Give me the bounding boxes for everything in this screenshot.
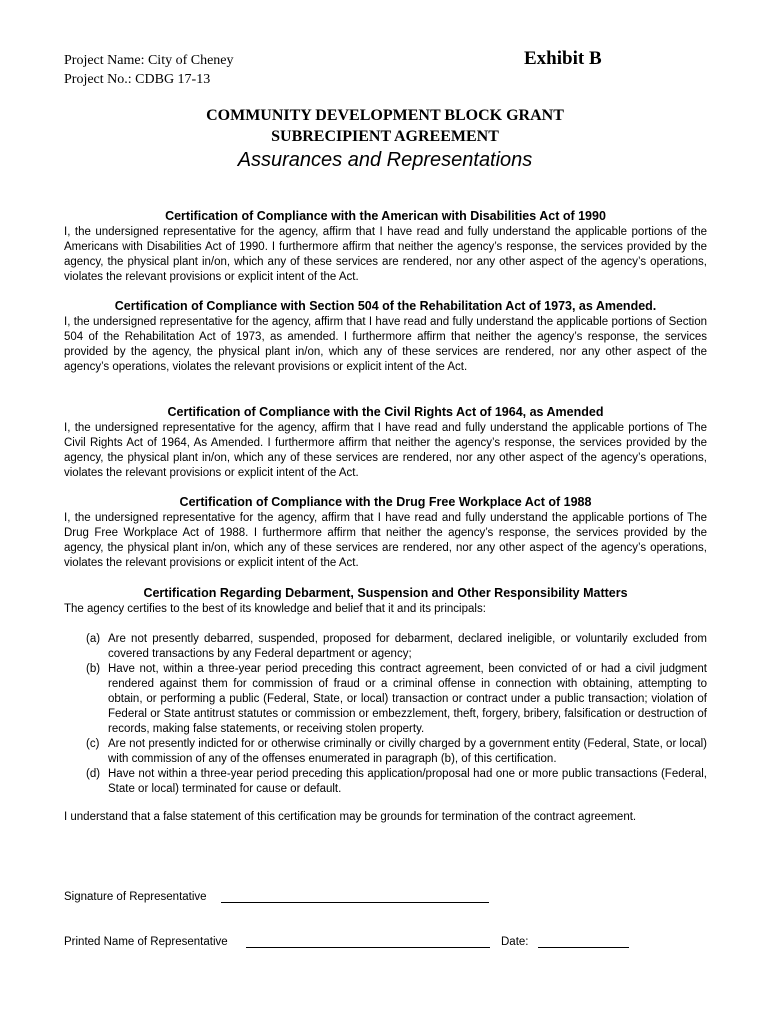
list-item [64, 737, 707, 767]
section-drug-free [64, 495, 707, 571]
list-marker: (c) [86, 738, 100, 750]
list-marker: (d) [86, 768, 101, 780]
exhibit-label: Exhibit B [524, 48, 602, 69]
title-line-2: SUBRECIPIENT AGREEMENT [271, 128, 499, 145]
section-heading: Certification Regarding Debarment, Suspension and Other Responsibility Matters [143, 586, 628, 600]
project-number: Project No.: CDBG 17-13 [64, 72, 211, 87]
section-debarment [64, 586, 707, 617]
section-heading: Certification of Compliance with Section 504 of the Rehabilitation Act of 1973, as Amended. [114, 299, 657, 313]
date-label: Date: [501, 936, 529, 948]
title-subtitle: Assurances and Representations [237, 149, 533, 171]
section-heading: Certification of Compliance with the American with Disabilities Act of 1990 [165, 209, 606, 223]
section-civil-rights [64, 405, 707, 481]
date-field[interactable] [538, 947, 629, 948]
signature-label: Signature of Representative [64, 891, 207, 903]
list-item-text: Are not presently indicted for or otherwise criminally or civilly charged by a government entity (Federal, State, or local) with commission of any of the offenses enumerated in paragraph (b), of this certification. [108, 738, 707, 765]
list-item [64, 767, 707, 797]
list-marker: (a) [86, 633, 101, 645]
title-line-1: COMMUNITY DEVELOPMENT BLOCK GRANT [206, 107, 564, 124]
section-body: The agency certifies to the best of its knowledge and belief that it and its principals: [64, 603, 486, 615]
section-heading: Certification of Compliance with the Drug Free Workplace Act of 1988 [179, 495, 592, 509]
list-item [64, 662, 707, 737]
section-body: I, the undersigned representative for the agency, affirm that I have read and fully understand the applicable portions of the Americans with Disabilities Act of 1990. I furthermore affirm that neither the agency’s response, the services provided by the agency, the physical plant in/on, which any of these services are rendered, nor any other aspect of the agency’s operations, violates the relevant provisions or explicit intent of the Act. [64, 226, 707, 283]
section-body: I, the undersigned representative for the agency, affirm that I have read and fully understand the applicable portions of Section 504 of the Rehabilitation Act of 1973, as amended. I furthermore affirm that neither the agency’s response, the services provided by the agency, the physical plant in/on, which any of these services are rendered, nor any other aspect of the agency’s operations, violates the relevant provisions or explicit intent of the Act. [64, 316, 707, 373]
printed-name-field[interactable] [246, 947, 490, 948]
section-heading: Certification of Compliance with the Civil Rights Act of 1964, as Amended [167, 405, 604, 419]
section-body: I, the undersigned representative for the agency, affirm that I have read and fully understand the applicable portions of The Drug Free Workplace Act of 1988. I furthermore affirm that neither the agency’s response, the services provided by the agency, the physical plant in/on, which any of these services are rendered, nor any other aspect of the agency’s operations, violates the relevant provisions or explicit intent of the Act. [64, 512, 707, 569]
section-rehab-504 [64, 299, 707, 375]
section-body: I, the undersigned representative for the agency, affirm that I have read and fully understand the applicable portions of The Civil Rights Act of 1964, As Amended. I furthermore affirm that neither the agency’s response, the services provided by the agency, the physical plant in/on, which any of these services are rendered, nor any other aspect of the agency’s operations, violates the relevant provisions or explicit intent of the Act. [64, 422, 707, 479]
project-name: Project Name: City of Cheney [64, 53, 234, 68]
list-item-text: Have not, within a three-year period preceding this contract agreement, been convicted of or had a civil judgment rendered against them for commission of fraud or a criminal offense in connection with obtaining, attempting to obtain, or performing a public (Federal, State, or local) transaction or contract under a public transaction; violation of Federal or State antitrust statutes or commission or embezzlement, theft, forgery, bribery, falsification or destruction of records, making false statements, or receiving stolen property. [108, 663, 707, 735]
list-item-text: Have not within a three-year period preceding this application/proposal had one or more public transactions (Federal, State or local) terminated for cause or default. [108, 768, 707, 795]
debarment-list [64, 632, 707, 797]
list-item-text: Are not presently debarred, suspended, proposed for debarment, declared ineligible, or voluntarily excluded from covered transactions by any Federal department or agency; [108, 633, 707, 660]
list-item [64, 632, 707, 662]
printed-name-label: Printed Name of Representative [64, 936, 228, 948]
list-marker: (b) [86, 663, 101, 675]
section-ada [64, 209, 707, 285]
false-statement-notice: I understand that a false statement of this certification may be grounds for termination of the contract agreement. [64, 811, 637, 823]
signature-field[interactable] [221, 902, 489, 903]
